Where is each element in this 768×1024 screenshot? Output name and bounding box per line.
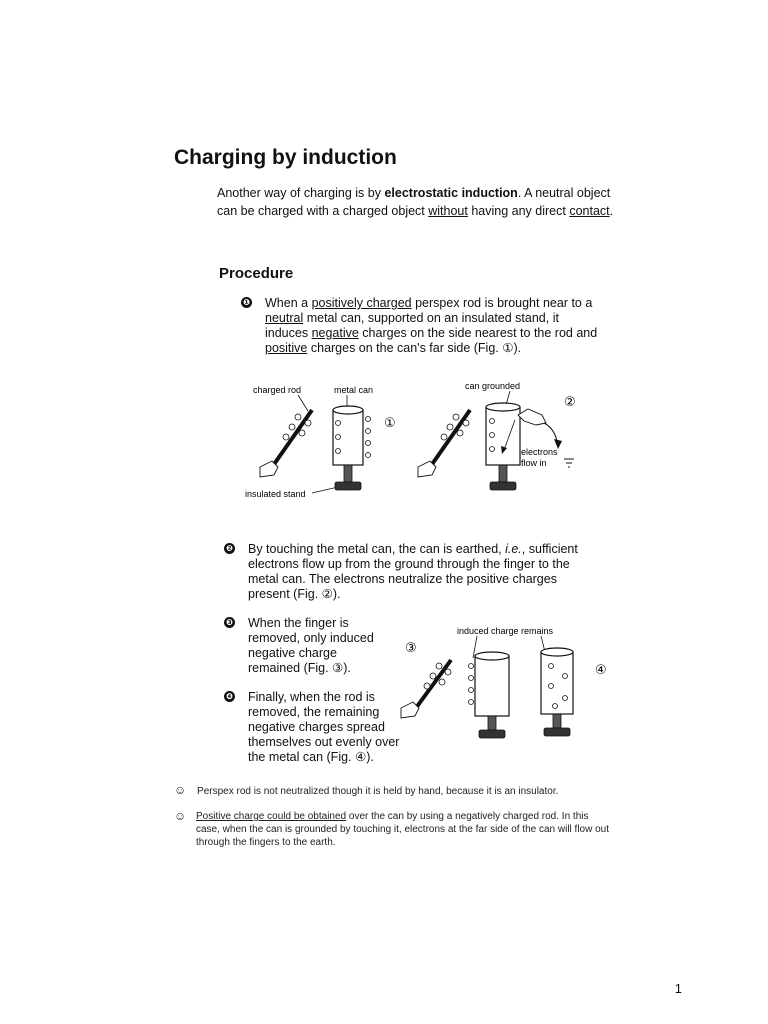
- intro-text: having any direct: [467, 204, 570, 218]
- step-1-text: [265, 296, 601, 356]
- step-italic: i.e.: [505, 542, 522, 556]
- procedure-heading: Procedure: [219, 265, 294, 282]
- smiley-icon: ☺: [174, 809, 187, 823]
- fig-3-rod: [401, 660, 451, 718]
- fig-1-metal-can: [333, 406, 371, 490]
- intro-text: . A neutral object can be charged with a charged object: [217, 186, 611, 218]
- intro-paragraph: [217, 184, 617, 220]
- charged-rod-leader: [298, 395, 308, 411]
- page-number: 1: [674, 981, 682, 996]
- fig-3-metal-can: [469, 652, 510, 738]
- fig-2-marker: ②: [564, 394, 576, 409]
- step-underlined: neutral: [265, 311, 304, 325]
- fig-1-marker: ①: [384, 415, 396, 430]
- step-4-number: ❹: [224, 691, 235, 702]
- step-text: , sufficient electrons flow up from the ground through the finger to the metal can. The electrons neutralize the positive charges present (Fig. ②).: [248, 542, 578, 601]
- intro-bold-term: electrostatic induction: [384, 186, 518, 200]
- step-3-text: When the finger is removed, only induced negative charge remained (Fig. ③).: [248, 616, 374, 675]
- step-text: perspex rod is brought near to a: [411, 296, 593, 310]
- note-2-text: [196, 810, 614, 849]
- note-1-text: Perspex rod is not neutralized though it is held by hand, because it is an insulator.: [197, 786, 559, 797]
- fig-4-metal-can: [541, 648, 573, 736]
- note-2-rest: over the can by using a negatively charged rod. In this case, when the can is grounded by touching it, electrons at the far side of the can will flow out through the fingers to the earth.: [196, 811, 610, 848]
- electrons-label: electrons: [521, 447, 558, 457]
- fig-2-rod: [418, 410, 470, 477]
- smiley-icon: ☺: [174, 783, 187, 797]
- fig-3-marker: ③: [405, 640, 417, 655]
- fig-4-marker: ④: [595, 662, 607, 677]
- insulated-stand-leader: [312, 487, 338, 493]
- step-4-text: Finally, when the rod is removed, the remaining negative charges spread themselves out evenly over the metal can (Fig. ④).: [248, 690, 400, 764]
- step-text: charges on the side nearest to the rod and: [358, 326, 598, 340]
- step-text: metal can, supported on an insulated stand, it induces: [265, 311, 559, 340]
- induction-figure-3-4: [395, 620, 615, 750]
- metal-can-label: metal can: [334, 385, 374, 395]
- note-1: [174, 784, 614, 798]
- intro-text: Another way of charging is by: [217, 186, 385, 200]
- intro-underlined-term: without: [428, 204, 468, 218]
- step-2: [224, 542, 604, 604]
- step-underlined: positively charged: [311, 296, 412, 310]
- step-3-number: ❸: [224, 617, 235, 628]
- step-4: [224, 690, 409, 770]
- can-grounded-label: can grounded: [465, 381, 521, 391]
- step-3: [224, 616, 394, 680]
- page-title: Charging by induction: [174, 146, 397, 169]
- step-text: When a: [265, 296, 312, 310]
- step-text: By touching the metal can, the can is earthed,: [248, 542, 506, 556]
- step-2-text: [248, 542, 600, 602]
- charged-rod-label: charged rod: [253, 385, 302, 395]
- step-underlined: positive: [265, 341, 308, 355]
- step-text: charges on the can's far side (Fig. ①).: [307, 341, 522, 355]
- step-1: [241, 296, 601, 360]
- intro-underlined-term: contact: [569, 204, 610, 218]
- flow-in-label: flow in: [521, 458, 547, 468]
- note-2: [174, 810, 614, 849]
- step-2-number: ❷: [224, 543, 235, 554]
- step-underlined: negative: [311, 326, 359, 340]
- induction-figure-1-2: [240, 375, 600, 505]
- note-2-underlined: Positive charge could be obtained: [196, 811, 347, 822]
- induced-charge-label: induced charge remains: [457, 626, 554, 636]
- fig-1-rod: [260, 410, 312, 477]
- intro-text: .: [609, 204, 614, 218]
- step-1-number: ❶: [241, 297, 252, 308]
- insulated-stand-label: insulated stand: [245, 489, 306, 499]
